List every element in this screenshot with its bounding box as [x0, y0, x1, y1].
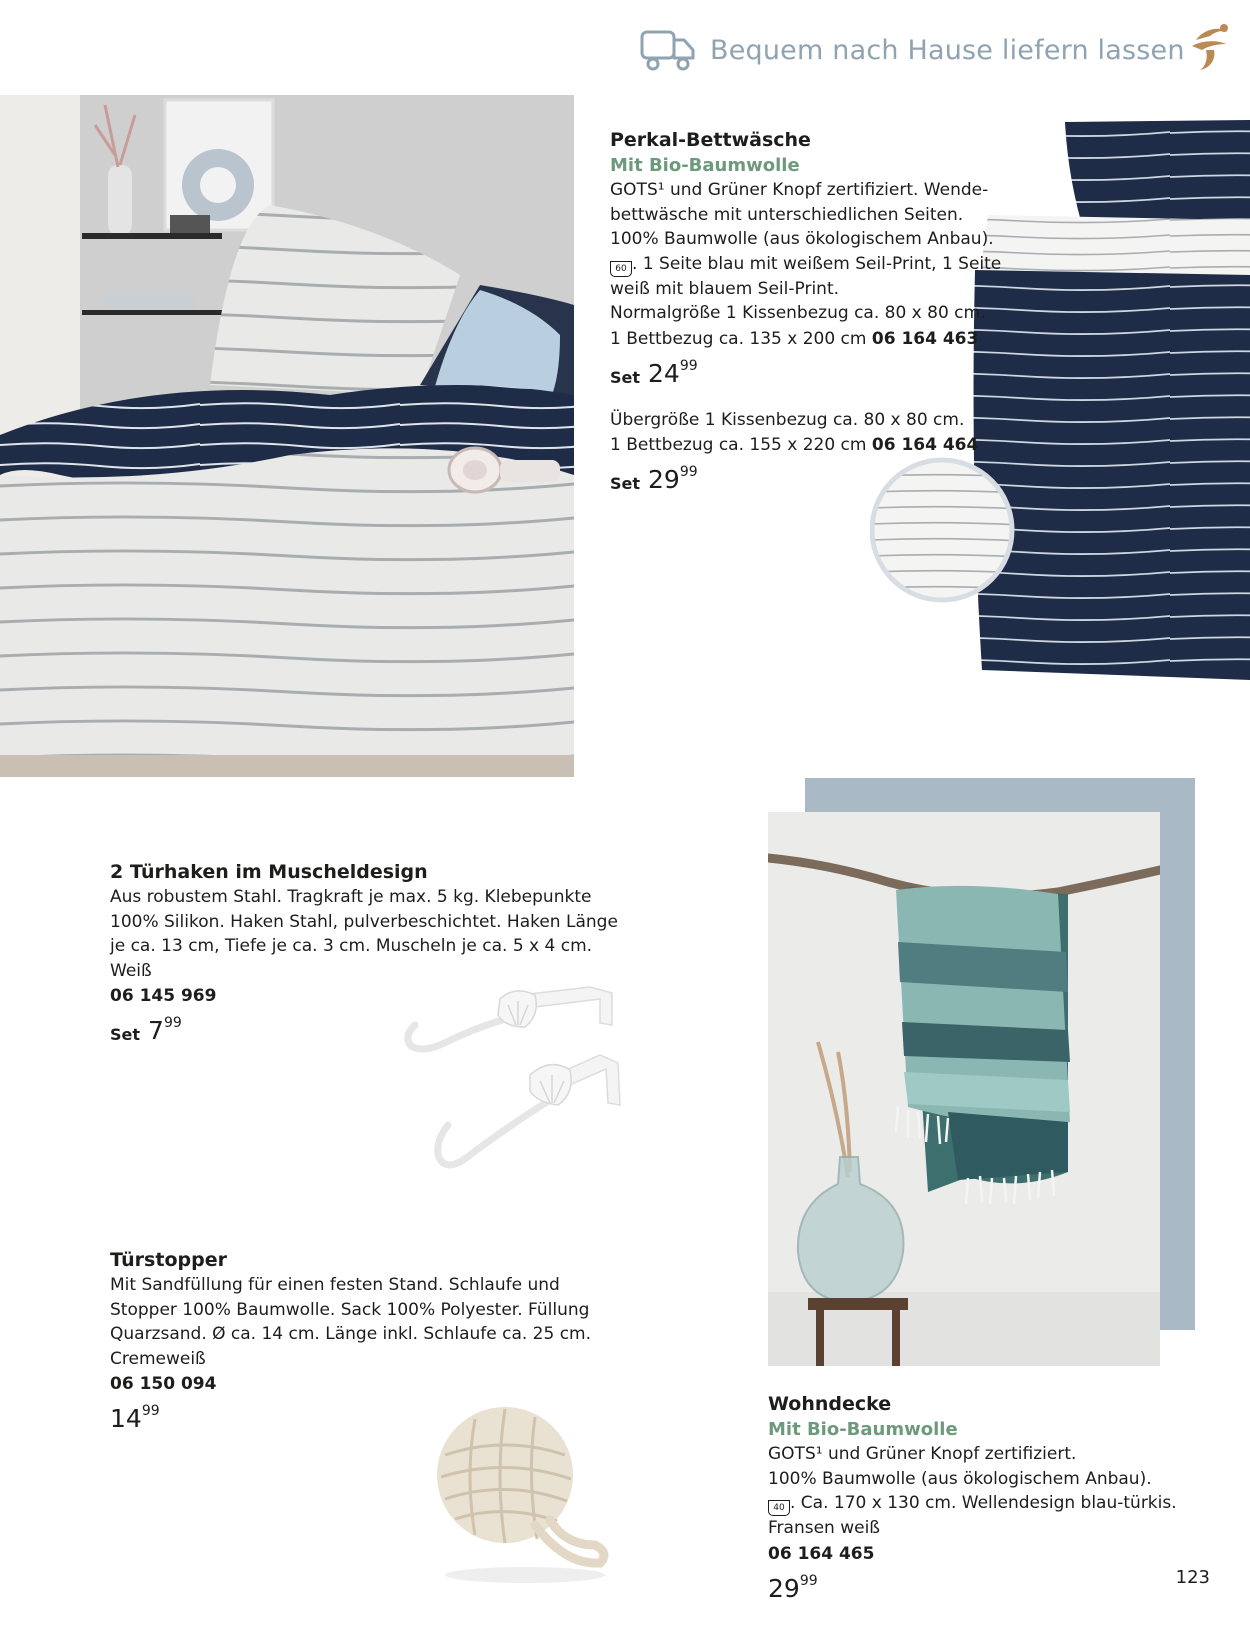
product-subtitle: Mit Bio-Baumwolle	[768, 1419, 958, 1440]
sku: 06 145 969	[110, 986, 217, 1006]
product-title: Perkal-Bettwäsche	[610, 129, 811, 151]
page-number: 123	[1175, 1567, 1210, 1588]
set-label: Set	[610, 367, 641, 387]
price-normal	[610, 358, 990, 390]
blanket-photo	[768, 812, 1160, 1366]
price-uebergroesse	[610, 464, 990, 496]
price-integer: 14	[110, 1404, 142, 1433]
delivery-header	[640, 20, 1240, 80]
sku: 06 164 465	[768, 1543, 875, 1564]
set-label: Set	[610, 474, 641, 493]
rope-doorstopper-photo	[415, 1395, 615, 1585]
description-line: 100% Silikon. Haken Stahl, pulverbeschichtet. Haken Länge	[110, 911, 618, 932]
description-line: 60 . 1 Seite blau mit weißem Seil-Print, 1 Seite	[610, 252, 990, 277]
price-cents: 99	[679, 357, 698, 374]
price	[768, 1573, 1228, 1605]
description-line: Übergröße 1 Kissenbezug ca. 80 x 80 cm.	[610, 409, 965, 430]
price-integer: 29	[768, 1573, 800, 1603]
wash-40-icon: 40	[768, 1500, 790, 1516]
description-line: 1 Bettbezug ca. 135 x 200 cm 06 164 463	[610, 328, 979, 349]
product-title: 2 Türhaken im Muscheldesign	[110, 861, 428, 883]
price-integer: 7	[148, 1016, 164, 1045]
wohndecke-info	[768, 1392, 1228, 1605]
description-line: weiß mit blauem Seil-Print.	[610, 278, 840, 299]
tchibo-logo-icon	[1188, 22, 1234, 72]
wash-60-icon: 60	[610, 261, 632, 277]
delivery-text: Bequem nach Hause liefern lassen	[710, 34, 1185, 66]
description-line: Stopper 100% Baumwolle. Sack 100% Polyester. Füllung	[110, 1299, 590, 1320]
description-line: Cremeweiß	[110, 1348, 206, 1369]
description-line: je ca. 13 cm, Tiefe je ca. 3 cm. Muscheln je ca. 5 x 4 cm.	[110, 936, 593, 956]
price-cents: 99	[679, 464, 698, 480]
description-line: Aus robustem Stahl. Tragkraft je max. 5 kg. Klebepunkte	[110, 887, 592, 907]
description-line: Normalgröße 1 Kissenbezug ca. 80 x 80 cm.	[610, 303, 986, 323]
set-label: Set	[110, 1025, 141, 1044]
price-integer: 29	[648, 465, 680, 494]
description-line: 100% Baumwolle (aus ökologischem Anbau).	[610, 229, 994, 249]
description-line: Fransen weiß	[768, 1518, 881, 1538]
description-line: Mit Sandfüllung für einen festen Stand. Schlaufe und	[110, 1275, 560, 1295]
description-line: Quarzsand. Ø ca. 14 cm. Länge inkl. Schlaufe ca. 25 cm.	[110, 1324, 592, 1344]
product-subtitle: Mit Bio-Baumwolle	[610, 155, 800, 176]
description-line: 1 Bettbezug ca. 155 x 220 cm 06 164 464	[610, 435, 979, 455]
sku: 06 150 094	[110, 1374, 217, 1394]
description-line: Weiß	[110, 960, 152, 981]
description-line: 100% Baumwolle (aus ökologischem Anbau).	[768, 1468, 1152, 1489]
bettwaesche-info	[610, 128, 1002, 496]
shell-hooks-photo	[400, 975, 660, 1215]
price-cents: 99	[163, 1015, 182, 1031]
product-title: Türstopper	[110, 1249, 227, 1271]
description-line: 40 . Ca. 170 x 130 cm. Wellendesign blau-türkis.	[768, 1491, 1228, 1516]
price-cents: 99	[141, 1403, 160, 1419]
description-line: bettwäsche mit unterschiedlichen Seiten.	[610, 204, 964, 225]
sku: 06 164 464	[871, 435, 979, 455]
bedroom-photo	[0, 95, 574, 777]
description-line: GOTS¹ und Grüner Knopf zertifiziert. Wende-	[610, 180, 989, 200]
truck-icon	[640, 28, 696, 72]
price-cents: 99	[799, 1572, 818, 1589]
sku: 06 164 463	[871, 328, 979, 349]
description-line: GOTS¹ und Grüner Knopf zertifiziert.	[768, 1444, 1077, 1464]
price-integer: 24	[648, 358, 680, 388]
product-title: Wohndecke	[768, 1393, 892, 1415]
